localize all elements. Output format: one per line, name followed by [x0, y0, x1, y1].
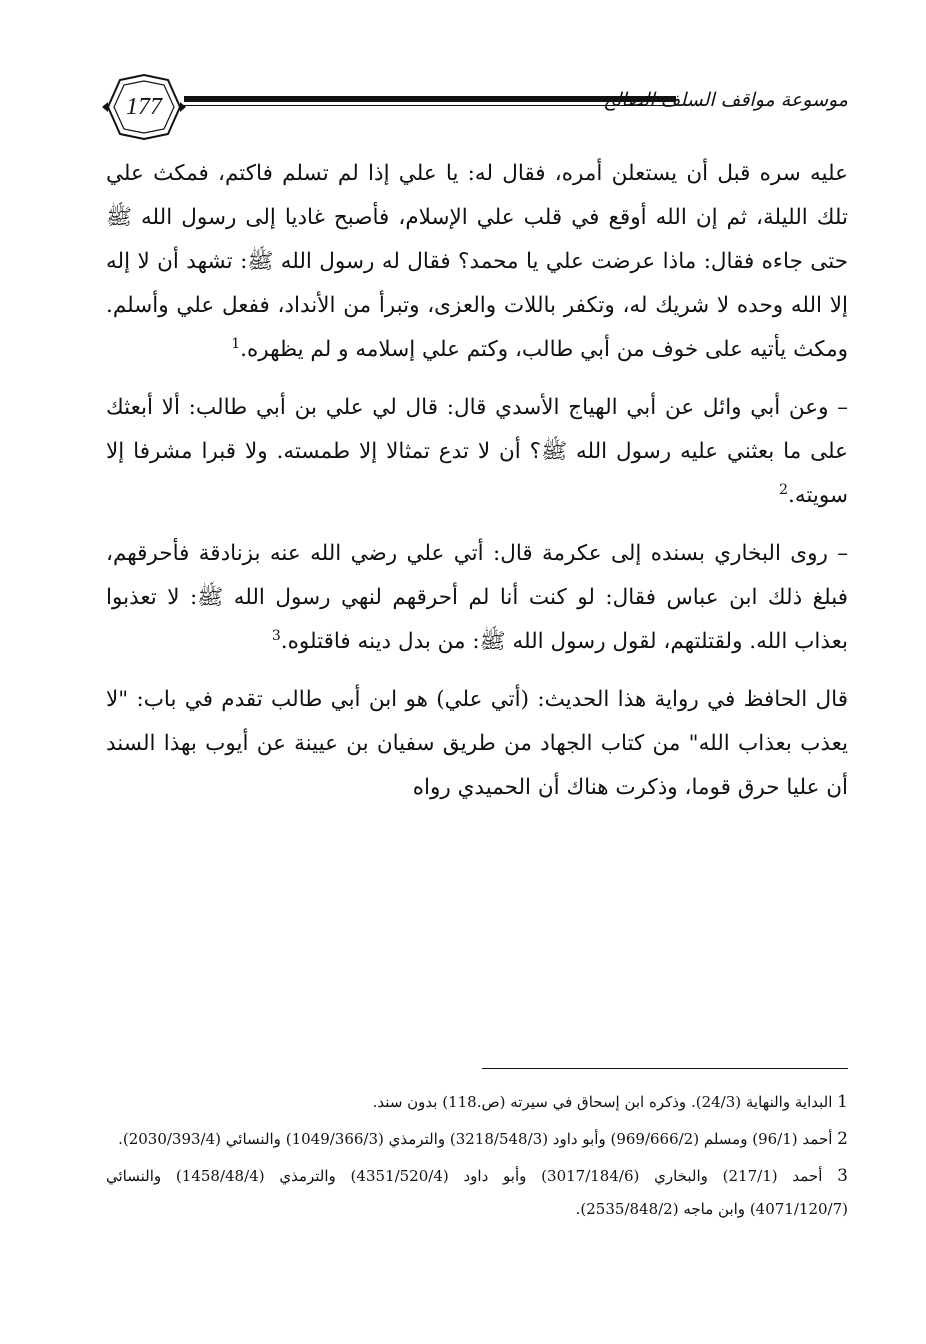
footnote-3-number: 3: [837, 1166, 848, 1186]
header-rule-thin: [184, 105, 676, 106]
footnote-ref-1: 1: [231, 335, 241, 352]
paragraph-4-text: قال الحافظ في رواية هذا الحديث: (أتي علي) هو ابن أبي طالب تقدم في باب: "لا يعذب بعذاب الله" من كتاب الجهاد من طريق سفيان بن عيينة عن أيوب بهذا السند أن عليا حرق قوما، وذكرت هناك أن الحميدي رواه: [106, 687, 848, 800]
footnote-3-text: أحمد (217/1) والبخاري (3017/184/6) وأبو داود (4351/520/4) والترمذي (1458/48/4) والنسائي (4071/120/7) وابن ماجه (2535/848/2).: [106, 1167, 848, 1218]
series-title: موسوعة مواقف السلف الصالح: [603, 89, 848, 111]
footnote-2-number: 2: [837, 1129, 848, 1149]
footnote-1-number: 1: [837, 1092, 848, 1112]
paragraph-1-text: عليه سره قبل أن يستعلن أمره، فقال له: يا علي إذا لم تسلم فاكتم، فمكث علي تلك الليلة، ثم إن الله أوقع في قلب علي الإسلام، فأصبح غاديا إلى رسول الله ﷺ حتى جاءه فقال: ماذا عرضت علي يا محمد؟ فقال له رسول الله ﷺ: تشهد أن لا إله إلا الله وحده لا شريك له، وتكفر باللات والعزى، وتبرأ من الأنداد، ففعل علي وأسلم. ومكث يأتيه على خوف من أبي طالب، وكتم علي إسلامه و لم يظهره.: [106, 161, 848, 362]
footnote-3: [106, 1160, 848, 1226]
page-number: 177: [126, 94, 162, 120]
header-rule-thick: [184, 96, 676, 102]
paragraph-4: [106, 678, 848, 810]
footnote-ref-2: 2: [779, 481, 789, 498]
footnote-1-text: البداية والنهاية (24/3). وذكره ابن إسحاق في سيرته (ص.118) بدون سند.: [372, 1093, 833, 1111]
paragraph-3-text: – روى البخاري بسنده إلى عكرمة قال: أتي علي رضي الله عنه بزنادقة فأحرقهم، فبلغ ذلك ابن عباس فقال: لو كنت أنا لم أحرقهم لنهي رسول الله ﷺ: لا تعذبوا بعذاب الله. ولقتلتهم، لقول رسول الله ﷺ: من بدل دينه فاقتلوه.: [106, 541, 848, 654]
header-rule: [184, 96, 676, 108]
footnote-separator: [482, 1068, 848, 1069]
paragraph-3: [106, 532, 848, 664]
paragraph-1: [106, 152, 848, 372]
footnote-2: [106, 1123, 848, 1156]
footnote-1: [106, 1086, 848, 1119]
footnotes: [106, 1086, 848, 1230]
footnote-ref-3: 3: [271, 627, 281, 644]
page-header: [100, 72, 848, 142]
page-number-badge: [100, 72, 188, 142]
paragraph-2: [106, 386, 848, 518]
footnote-2-text: أحمد (96/1) ومسلم (969/666/2) وأبو داود (3218/548/3) والترمذي (1049/366/3) والنسائي (2030/393/4).: [118, 1130, 833, 1148]
main-text: [106, 152, 848, 810]
paragraph-2-text: – وعن أبي وائل عن أبي الهياج الأسدي قال: قال لي علي بن أبي طالب: ألا أبعثك على ما بعثني عليه رسول الله ﷺ؟ أن لا تدع تمثالا إلا طمسته. ولا قبرا مشرفا إلا سويته.: [106, 395, 848, 508]
